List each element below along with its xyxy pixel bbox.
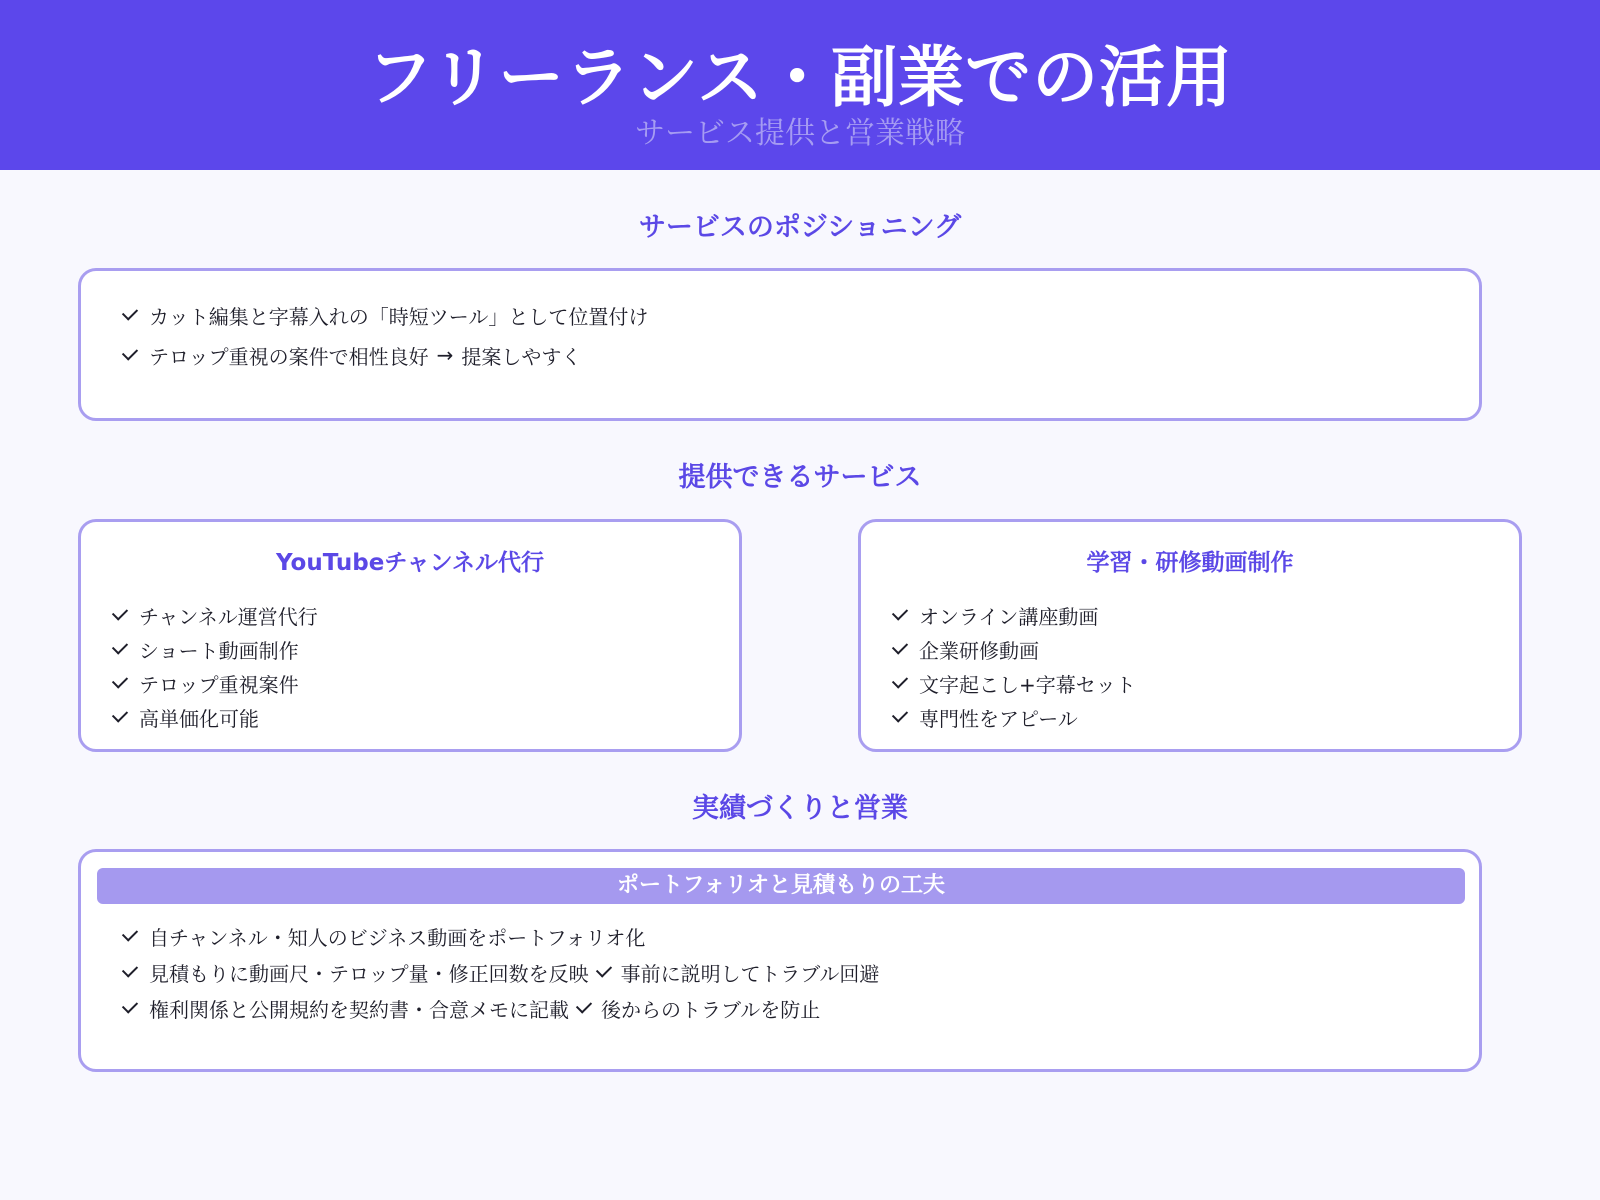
list-item-text: チャンネル運営代行 <box>139 604 318 629</box>
list-item-note: 後からのトラブルを防止 <box>601 997 821 1022</box>
arrow-right-icon: → <box>436 343 454 367</box>
check-icon <box>122 961 138 977</box>
list-item-text: 自チャンネル・知人のビジネス動画をポートフォリオ化 <box>149 925 646 950</box>
list-item <box>123 335 648 375</box>
page-title: フリーランス・副業での活用 <box>366 39 1234 116</box>
positioning-card <box>78 268 1482 421</box>
list-item-text: カット編集と字幕入れの「時短ツール」として位置付け <box>149 304 649 329</box>
header-bar <box>0 0 1600 170</box>
check-icon <box>892 672 908 688</box>
page-subtitle: サービス提供と営業戦略 <box>635 116 965 151</box>
list-item-text: 見積もりに動画尺・テロップ量・修正回数を反映 <box>149 961 589 986</box>
list-item <box>113 666 318 700</box>
positioning-section-title: サービスのポジショニング <box>638 212 962 243</box>
sales-card <box>78 849 1482 1072</box>
list-item-text: 企業研修動画 <box>919 638 1039 663</box>
check-icon <box>112 706 128 722</box>
list-item <box>893 700 1136 734</box>
service-card-title: 学習・研修動画制作 <box>1086 550 1294 576</box>
list-item <box>113 598 318 632</box>
list-item-text: 高単価化可能 <box>139 706 259 731</box>
list-item <box>113 700 318 734</box>
check-icon <box>112 638 128 654</box>
list-item-text: テロップ重視案件 <box>139 672 299 697</box>
sales-section-title: 実績づくりと営業 <box>692 793 908 824</box>
check-icon <box>122 344 138 360</box>
check-icon <box>122 925 138 941</box>
list-item-text: 文字起こし+字幕セット <box>919 672 1136 697</box>
check-icon <box>892 706 908 722</box>
list-item-text: 専門性をアピール <box>919 706 1078 731</box>
service-card-youtube <box>78 519 742 752</box>
check-icon <box>892 604 908 620</box>
list-item-text: オンライン講座動画 <box>919 604 1099 629</box>
sales-list <box>123 918 879 1026</box>
list-item <box>123 295 648 335</box>
check-icon <box>112 604 128 620</box>
list-item-text: ショート動画制作 <box>139 638 299 663</box>
list-item <box>123 918 879 954</box>
list-item-text: 提案しやすく <box>461 344 582 369</box>
list-item-text: テロップ重視の案件で相性良好 <box>149 344 429 369</box>
list-item <box>893 666 1136 700</box>
list-item <box>893 598 1136 632</box>
check-icon <box>112 672 128 688</box>
positioning-list <box>123 295 648 375</box>
service-card-training <box>858 519 1522 752</box>
service-list <box>893 598 1136 734</box>
check-icon <box>576 997 592 1013</box>
list-item-note: 事前に説明してトラブル回避 <box>620 961 880 986</box>
list-item <box>123 990 879 1026</box>
services-section-title: 提供できるサービス <box>678 462 922 493</box>
service-list <box>113 598 318 734</box>
list-item <box>123 954 879 990</box>
list-item <box>893 632 1136 666</box>
check-icon <box>122 997 138 1013</box>
list-item-text: 権利関係と公開規約を契約書・合意メモに記載 <box>149 997 569 1022</box>
check-icon <box>892 638 908 654</box>
check-icon <box>595 961 611 977</box>
service-card-title: YouTubeチャンネル代行 <box>276 550 544 576</box>
portfolio-banner: ポートフォリオと見積もりの工夫 <box>97 868 1465 904</box>
check-icon <box>122 304 138 320</box>
list-item <box>113 632 318 666</box>
